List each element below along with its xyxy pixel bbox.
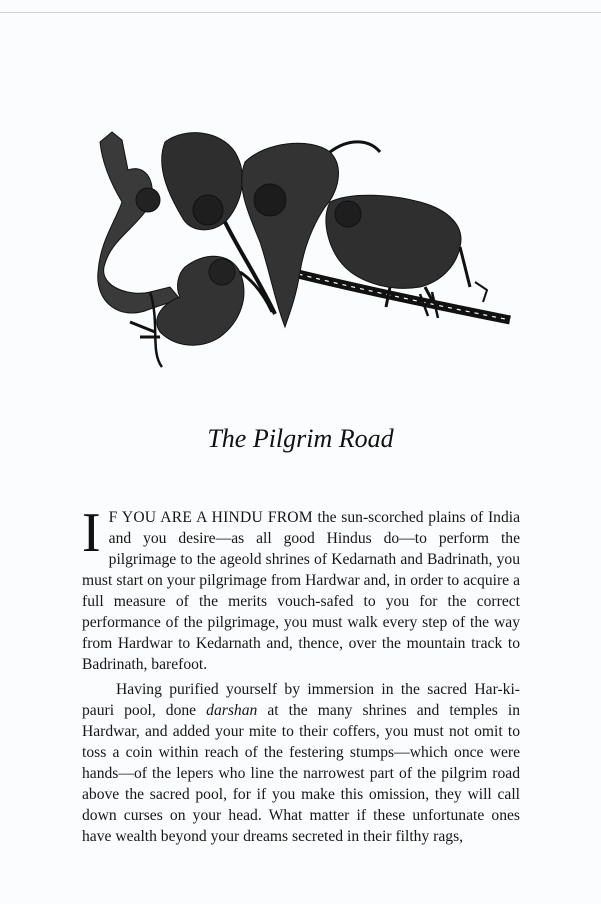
- page-top-rule: [0, 12, 601, 13]
- paragraph-2-before: Having purified yourself by immersion in the sacred Har-ki-pauri pool, done: [82, 681, 520, 719]
- monkeys-on-rope-illustration: [90, 122, 514, 372]
- paragraph-2-italic: darshan: [206, 702, 258, 719]
- body-text: [82, 502, 521, 847]
- paragraph-1: [82, 502, 521, 675]
- lead-in-caps: F YOU ARE A HINDU FROM: [108, 509, 313, 526]
- chapter-title: The Pilgrim Road: [207, 424, 394, 453]
- drop-cap: I: [82, 502, 101, 564]
- paragraph-2: [82, 679, 520, 847]
- paragraph-2-after: at the many shrines and temples in Hardwar, and added your mite to their coffers, you must not omit to toss a coin within reach of the festering stumps—which once were hands—of the lepers who line the narrowest part of the pilgrim road above the sacred pool, for if you make this omission, they will call down curses on your head. What matter if these unfortunate ones have wealth beyond your dreams secreted in their filthy rags,: [82, 702, 521, 845]
- paragraph-1-text: the sun-scorched plains of India and you desire—as all good Hindus do—to perform the pilgrimage to the ageold shrines of Kedarnath and Badrinath, you must start on your pilgrimage from Hardwar and, in order to acquire a full measure of the merits vouch-safed to you for the correct performance of the pilgrimage, you must walk every step of the way from Hardwar to Kedarnath and, thence, over the mountain track to Badrinath, barefoot.: [82, 509, 521, 673]
